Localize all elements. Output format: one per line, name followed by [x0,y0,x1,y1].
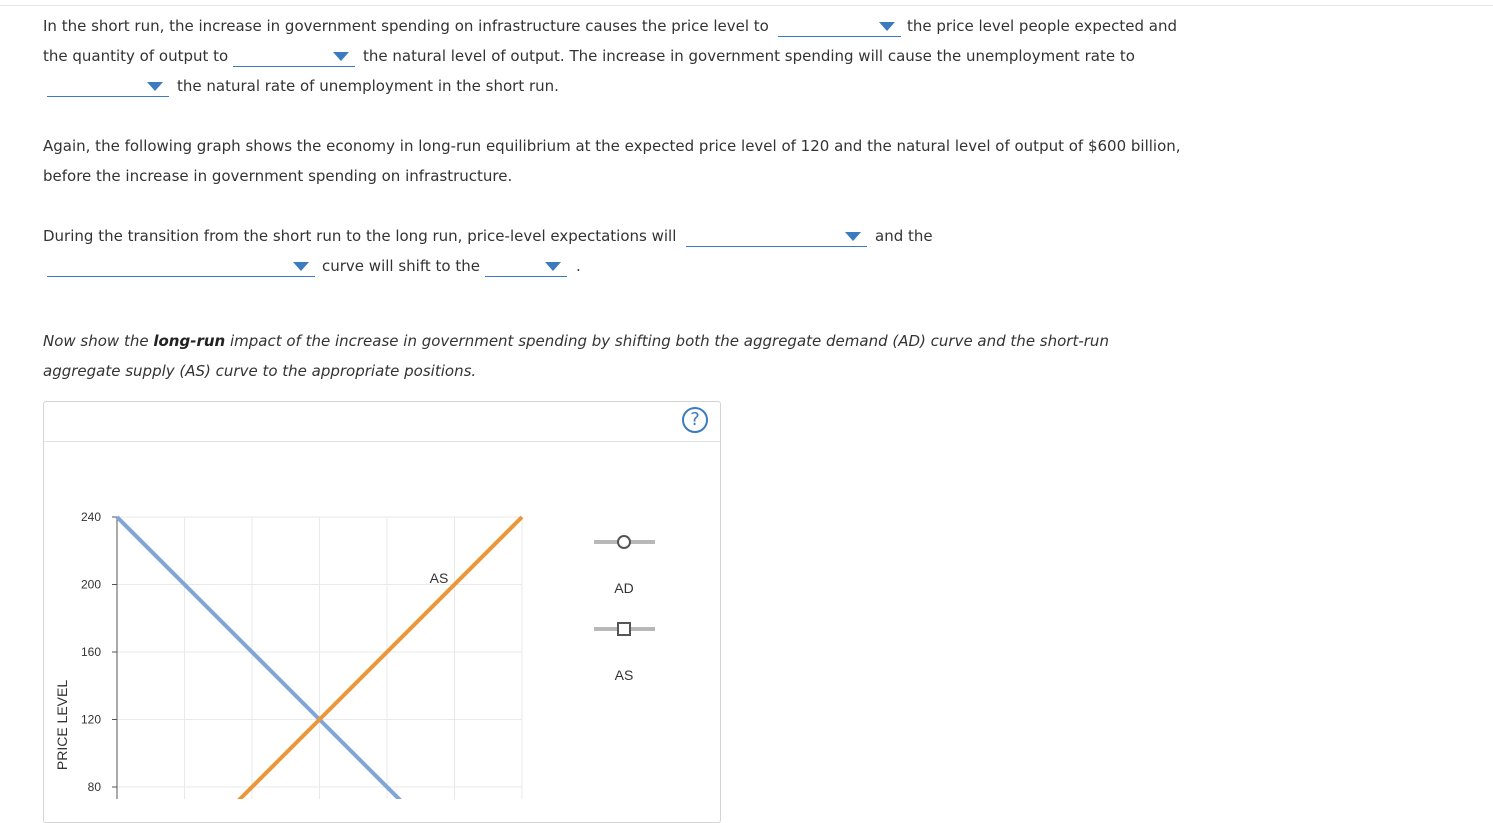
y-tick-label: 200 [80,577,101,592]
instruction-pre: Now show the [43,332,154,350]
y-tick-label: 160 [80,645,101,659]
y-tick-label: 120 [80,712,101,727]
y-tick-label: 80 [87,780,101,794]
help-icon[interactable]: ? [682,407,708,433]
instruction-post: impact of the increase in government spending by shifting both the aggregate demand (AD) curve and the short-run [225,332,1109,350]
p2-line2: before the increase in government spending on infrastructure. [43,167,513,185]
p1-line2-text: the quantity of output to [43,47,229,65]
as-palette-tool[interactable] [594,623,655,635]
p1-line2-after: the natural level of output. The increase in government spending will cause the unemployment rate to [363,47,1135,65]
p1-line1-text: In the short run, the increase in government spending on infrastructure causes the price level to [43,17,769,35]
square-marker-icon [618,623,630,635]
p1-line3-after: the natural rate of unemployment in the short run. [177,77,559,95]
ad-curve[interactable] [117,517,401,799]
p3-line2-middle: curve will shift to the [322,257,480,275]
as-curve[interactable] [239,517,523,799]
y-axis-label: PRICE LEVEL [54,679,70,771]
p3-line2-end: . [576,257,581,275]
circle-marker-icon [618,536,630,548]
ad-palette-tool[interactable] [594,536,655,548]
p1-line1-after: the price level people expected and [907,17,1177,35]
p3-line1-text: During the transition from the short run to the long run, price-level expectations will [43,227,677,245]
as-palette-label: AS [614,667,634,683]
p2-line1: Again, the following graph shows the economy in long-run equilibrium at the expected price level of 120 and the natural level of output of $600 billion, [43,137,1181,155]
p3-line1-after: and the [875,227,933,245]
instruction-bold: long-run [153,332,226,350]
y-tick-label: 240 [80,510,101,524]
as-curve-label: AS [429,570,449,586]
instruction-line2: aggregate supply (AS) curve to the appropriate positions. [43,362,477,380]
ad-palette-label: AD [614,580,634,596]
